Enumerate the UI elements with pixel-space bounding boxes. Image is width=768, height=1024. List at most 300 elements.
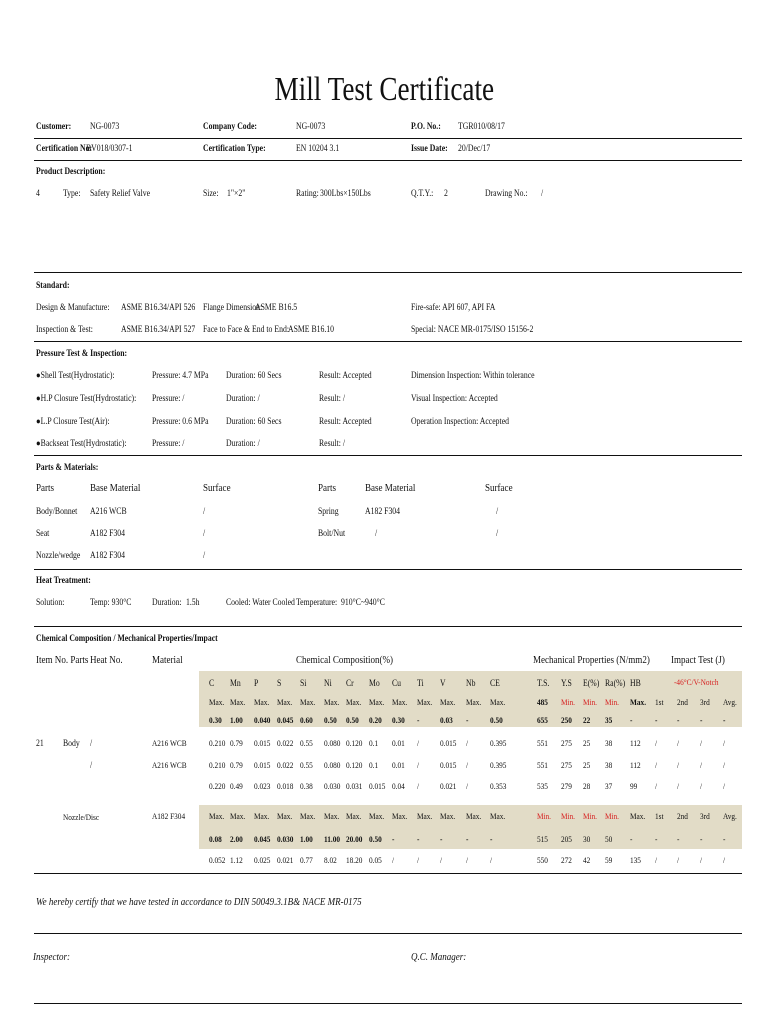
element-header: S [277, 678, 282, 688]
impact-header: 1st [655, 697, 664, 707]
mech-value: 112 [630, 760, 641, 770]
element-header: Cu [392, 678, 402, 688]
impact-value: / [655, 760, 658, 770]
impact-value: / [655, 855, 658, 865]
limit-label: Max. [369, 811, 385, 821]
chem-value: / [417, 855, 420, 865]
impact-limit-value: - [677, 715, 680, 725]
company-code-value: NG-0073 [296, 121, 326, 131]
impact-limit-value: - [655, 834, 658, 844]
limit-value: 0.040 [254, 715, 271, 725]
cert-no-value: BV018/0307-1 [86, 143, 133, 153]
limit-value: 11.00 [324, 834, 341, 844]
part-name: Bolt/Nut [318, 528, 346, 538]
part-name: Seat [36, 528, 50, 538]
chem-value: 0.080 [324, 760, 341, 770]
mech-value: 551 [537, 760, 548, 770]
test-extra: Visual Inspection: Accepted [411, 393, 498, 403]
mech-limit-value: 205 [561, 834, 572, 844]
chem-value: 0.031 [346, 781, 363, 791]
divider [34, 933, 742, 934]
pressure-heading: Pressure Test & Inspection: [36, 348, 128, 358]
chem-value: / [417, 781, 420, 791]
limit-label: Max. [346, 811, 362, 821]
divider [34, 455, 742, 456]
chem-value: 0.55 [300, 738, 313, 748]
inspection-value: ASME B16.34/API 527 [121, 324, 196, 334]
chem-value: 0.052 [209, 855, 226, 865]
test-name: ●Backseat Test(Hydrostatic): [36, 438, 127, 448]
chem-value: 0.120 [346, 738, 363, 748]
chem-value: / [440, 855, 443, 865]
col-surface: Surface [203, 483, 231, 494]
limit-value: 0.30 [209, 715, 222, 725]
cert-type-value: EN 10204 3.1 [296, 143, 340, 153]
page-title: Mill Test Certificate [274, 71, 494, 108]
col-base-material: Base Material [365, 483, 416, 494]
customer-label: Customer: [36, 121, 72, 131]
limit-value: - [466, 715, 469, 725]
chem-value: / [490, 855, 493, 865]
chem-value: 0.015 [254, 760, 271, 770]
element-header: Mn [230, 678, 241, 688]
mech-limit-label: Max. [630, 697, 647, 707]
mech-limit-label: Max. [630, 811, 646, 821]
limit-label: Max. [466, 811, 482, 821]
test-pressure: Pressure: 0.6 MPa [152, 416, 209, 426]
test-name: ●Shell Test(Hydrostatic): [36, 370, 115, 380]
impact-limit-value: - [655, 715, 658, 725]
chem-value: 0.353 [490, 781, 507, 791]
chem-value: 0.210 [209, 738, 226, 748]
limit-label: Max. [346, 697, 362, 707]
mech-limit-label: Min. [583, 811, 598, 821]
test-duration: Duration: 60 Secs [226, 416, 282, 426]
type-value: Safety Relief Valve [90, 188, 151, 198]
test-extra: Dimension Inspection: Within tolerance [411, 370, 535, 380]
mech-value: 25 [583, 738, 591, 748]
impact-header: 3rd [700, 697, 710, 707]
standard-heading: Standard: [36, 280, 70, 290]
chem-value: 0.015 [254, 738, 271, 748]
chem-value: 0.022 [277, 738, 294, 748]
part-base: A182 F304 [365, 506, 401, 516]
element-header: CE [490, 678, 500, 688]
design-value: ASME B16.34/API 526 [121, 302, 196, 312]
issue-date-label: Issue Date: [411, 143, 448, 153]
customer-value: NG-0073 [90, 121, 120, 131]
chem-value: 0.01 [392, 738, 405, 748]
limit-value: 0.20 [369, 715, 382, 725]
mech-limit-label: Min. [561, 697, 576, 707]
mech-limit-value: 30 [583, 834, 591, 844]
chem-value: 0.030 [324, 781, 341, 791]
mech-value: 99 [630, 781, 638, 791]
part-base: A216 WCB [90, 506, 127, 516]
mech-value: 59 [605, 855, 613, 865]
test-pressure: Pressure: / [152, 393, 185, 403]
mech-value: 25 [583, 760, 591, 770]
col-heat-no: Heat No. [90, 655, 123, 666]
mech-limit-label: 485 [537, 697, 548, 707]
limit-value: 0.03 [440, 715, 453, 725]
product-item-no: 4 [36, 188, 40, 198]
nozzle-material: A182 F304 [152, 811, 186, 821]
impact-header: 2nd [677, 697, 688, 707]
element-header: Ti [417, 678, 424, 688]
chem-value: 0.015 [369, 781, 386, 791]
chem-value: 0.023 [254, 781, 271, 791]
item-no: 21 [36, 738, 44, 748]
limit-label: Max. [417, 697, 433, 707]
heat-no: / [90, 760, 93, 770]
flange-label: Flange Dimension: [203, 302, 263, 312]
part-surface: / [496, 528, 499, 538]
mech-limit-value: - [630, 715, 633, 725]
impact-header: Avg. [723, 811, 737, 821]
limit-label: Max. [300, 811, 316, 821]
mech-header: E(%) [583, 678, 600, 688]
chem-value: 0.120 [346, 760, 363, 770]
mech-value: 275 [561, 738, 572, 748]
mech-limit-value: 655 [537, 715, 548, 725]
test-duration: Duration: / [226, 393, 260, 403]
impact-header: 3rd [700, 811, 710, 821]
limit-value: 2.00 [230, 834, 243, 844]
limit-label: Max. [254, 811, 270, 821]
part-surface: / [203, 550, 206, 560]
impact-header: Avg. [723, 697, 737, 707]
chem-value: 0.015 [440, 738, 457, 748]
mech-value: 37 [605, 781, 613, 791]
mech-value: 551 [537, 738, 548, 748]
mech-limit-value: - [630, 834, 633, 844]
impact-value: / [655, 781, 658, 791]
certify-statement: We hereby certify that we have tested in accordance to DIN 50049.3.1B& NACE MR-0175 [36, 897, 362, 908]
mech-value: 550 [537, 855, 548, 865]
limit-value: 0.045 [254, 834, 271, 844]
chem-value: / [466, 760, 469, 770]
part-base: / [375, 528, 378, 538]
chem-value: 8.02 [324, 855, 337, 865]
limit-value: 1.00 [230, 715, 243, 725]
flange-value: ASME B16.5 [255, 302, 298, 312]
part-body: Body [63, 738, 80, 748]
mech-header: HB [630, 678, 641, 688]
limit-label: Max. [440, 811, 456, 821]
qc-manager-label: Q.C. Manager: [411, 952, 467, 963]
col-parts: Parts [36, 483, 55, 494]
divider [34, 626, 742, 627]
mech-limit-value: 35 [605, 715, 613, 725]
limit-label: Max. [324, 697, 340, 707]
divider [34, 272, 742, 273]
heat-temperature: 910°C~940°C [341, 597, 385, 607]
test-duration: Duration: 60 Secs [226, 370, 282, 380]
mech-limit-value: 250 [561, 715, 572, 725]
col-base-material: Base Material [90, 483, 141, 494]
limit-value: 0.60 [300, 715, 313, 725]
impact-value: / [677, 738, 680, 748]
size-label: Size: [203, 188, 219, 198]
inspector-label: Inspector: [33, 952, 70, 963]
special-value: Special: NACE MR-0175/ISO 15156-2 [411, 324, 534, 334]
col-surface: Surface [485, 483, 513, 494]
element-header: Ni [324, 678, 332, 688]
inspection-label: Inspection & Test: [36, 324, 93, 334]
mech-value: 535 [537, 781, 548, 791]
limit-value: 0.50 [346, 715, 359, 725]
test-result: Result: Accepted [319, 370, 372, 380]
element-header: Nb [466, 678, 476, 688]
limit-value: - [417, 834, 420, 844]
element-header: Cr [346, 678, 354, 688]
heat-heading: Heat Treatment: [36, 575, 91, 585]
issue-date-value: 20/Dec/17 [458, 143, 491, 153]
limit-label: Max. [254, 697, 270, 707]
limit-label: Max. [277, 811, 293, 821]
mech-header: T.S. [537, 678, 550, 688]
impact-value: / [677, 760, 680, 770]
solution-label: Solution: [36, 597, 65, 607]
mech-limit-label: Min. [605, 811, 620, 821]
limit-label: Max. [392, 697, 408, 707]
chem-value: / [417, 760, 420, 770]
chem-value: 0.210 [209, 760, 226, 770]
part-name: Body/Bonnet [36, 506, 78, 516]
limit-label: Max. [300, 697, 316, 707]
chem-value: 0.018 [277, 781, 294, 791]
chem-value: 0.79 [230, 738, 243, 748]
divider [34, 160, 742, 161]
impact-header: 2nd [677, 811, 688, 821]
impact-title: Impact Test (J) [671, 655, 725, 666]
chem-value: 0.1 [369, 760, 379, 770]
test-result: Result: / [319, 438, 346, 448]
impact-limit-value: - [700, 834, 703, 844]
limit-label: Max. [209, 811, 225, 821]
col-parts: Parts [318, 483, 337, 494]
drawing-label: Drawing No.: [485, 188, 528, 198]
drawing-value: / [541, 188, 544, 198]
mech-limit-value: 22 [583, 715, 591, 725]
heat-duration: 1.5h [186, 597, 200, 607]
impact-value: / [700, 738, 703, 748]
chem-value: / [466, 781, 469, 791]
po-label: P.O. No.: [411, 121, 441, 131]
element-header: V [440, 678, 446, 688]
part-surface: / [203, 528, 206, 538]
impact-value: / [723, 760, 726, 770]
chem-title: Chemical Composition(%) [296, 655, 394, 666]
limit-label: Max. [440, 697, 456, 707]
chem-value: 0.1 [369, 738, 379, 748]
part-surface: / [496, 506, 499, 516]
limit-value: 0.30 [392, 715, 405, 725]
cert-type-label: Certification Type: [203, 143, 266, 153]
limit-label: Max. [230, 697, 246, 707]
chem-value: 0.025 [254, 855, 271, 865]
part-name: Nozzle/wedge [36, 550, 81, 560]
impact-value: / [723, 855, 726, 865]
limit-label: Max. [417, 811, 433, 821]
limit-value: 0.045 [277, 715, 294, 725]
limit-value: 0.50 [324, 715, 337, 725]
chem-value: 0.220 [209, 781, 226, 791]
divider [34, 341, 742, 342]
impact-value: / [723, 781, 726, 791]
chem-value: / [466, 738, 469, 748]
limit-label: Max. [490, 697, 506, 707]
impact-limit-value: - [700, 715, 703, 725]
chem-value: 0.021 [277, 855, 294, 865]
chem-value: 0.021 [440, 781, 457, 791]
impact-value: / [700, 855, 703, 865]
test-pressure: Pressure: / [152, 438, 185, 448]
impact-value: / [677, 855, 680, 865]
limit-value: - [417, 715, 420, 725]
qty-value: 2 [444, 188, 448, 198]
element-header: P [254, 678, 259, 688]
limit-value: 1.00 [300, 834, 313, 844]
part-nozzle: Nozzle/Disc [63, 812, 100, 822]
element-header: C [209, 678, 215, 688]
chem-value: 18.20 [346, 855, 363, 865]
divider [34, 138, 742, 139]
chem-value: 0.05 [369, 855, 382, 865]
divider [34, 1003, 742, 1004]
chem-value: 0.55 [300, 760, 313, 770]
mech-value: 38 [605, 760, 613, 770]
limit-value: 0.08 [209, 834, 222, 844]
impact-value: / [700, 760, 703, 770]
design-label: Design & Manufacture: [36, 302, 110, 312]
f2f-label: Face to Face & End to End: [203, 324, 289, 334]
impact-value: / [700, 781, 703, 791]
mech-value: 38 [605, 738, 613, 748]
qty-label: Q.T.Y.: [411, 188, 434, 198]
limit-label: Max. [209, 697, 225, 707]
element-header: Si [300, 678, 307, 688]
test-name: ●H.P Closure Test(Hydrostatic): [36, 393, 137, 403]
divider [34, 569, 742, 570]
chem-value: 0.04 [392, 781, 405, 791]
heat-temp: Temp: 930°C [90, 597, 132, 607]
mech-value: 42 [583, 855, 591, 865]
part-surface: / [203, 506, 206, 516]
chem-value: / [417, 738, 420, 748]
mech-value: 272 [561, 855, 572, 865]
chem-value: 0.79 [230, 760, 243, 770]
limit-value: 0.030 [277, 834, 294, 844]
limit-label: Max. [392, 811, 408, 821]
mech-title: Mechanical Properties (N/mm2) [533, 655, 650, 666]
test-extra: Operation Inspection: Accepted [411, 416, 510, 426]
test-result: Result: Accepted [319, 416, 372, 426]
impact-header: 1st [655, 811, 664, 821]
mech-limit-value: 515 [537, 834, 548, 844]
product-heading: Product Description: [36, 166, 106, 176]
col-material: Material [152, 655, 183, 666]
chem-value: 0.395 [490, 738, 507, 748]
divider [34, 873, 742, 874]
limit-label: Max. [466, 697, 482, 707]
chem-value: 0.49 [230, 781, 243, 791]
impact-value: / [677, 781, 680, 791]
element-header: Mo [369, 678, 380, 688]
company-code-label: Company Code: [203, 121, 257, 131]
impact-value: / [723, 738, 726, 748]
limit-value: - [440, 834, 443, 844]
heat-temperature-label: Temperature: [296, 597, 338, 607]
limit-label: Max. [230, 811, 246, 821]
limit-label: Max. [490, 811, 506, 821]
f2f-value: ASME B16.10 [288, 324, 335, 334]
limit-value: 20.00 [346, 834, 363, 844]
limit-label: Max. [277, 697, 293, 707]
test-name: ●L.P Closure Test(Air): [36, 416, 110, 426]
mech-header: Y.S [561, 678, 572, 688]
po-value: TGR010/08/17 [458, 121, 505, 131]
type-label: Type: [63, 188, 81, 198]
mech-limit-value: 50 [605, 834, 613, 844]
material: A216 WCB [152, 738, 187, 748]
mech-limit-label: Min. [537, 811, 552, 821]
heat-cooled: Cooled: Water Cooled [226, 597, 295, 607]
part-base: A182 F304 [90, 550, 126, 560]
test-duration: Duration: / [226, 438, 260, 448]
notch-label: -46°C/V-Notch [674, 677, 719, 687]
chem-value: 0.080 [324, 738, 341, 748]
heat-duration-label: Duration: [152, 597, 182, 607]
impact-limit-value: - [677, 834, 680, 844]
mech-value: 275 [561, 760, 572, 770]
part-name: Spring [318, 506, 339, 516]
mech-value: 112 [630, 738, 641, 748]
mech-limit-label: Min. [605, 697, 620, 707]
test-pressure: Pressure: 4.7 MPa [152, 370, 209, 380]
impact-limit-value: - [723, 715, 726, 725]
limit-value: - [490, 834, 493, 844]
chem-value: 0.01 [392, 760, 405, 770]
rating-value: 300Lbs×150Lbs [320, 188, 371, 198]
firesafe-value: Fire-safe: API 607, API FA [411, 302, 496, 312]
mech-limit-label: Min. [561, 811, 576, 821]
chem-value: / [392, 855, 395, 865]
chem-value: 0.395 [490, 760, 507, 770]
chem-value: 0.015 [440, 760, 457, 770]
limit-label: Max. [369, 697, 385, 707]
cert-no-label: Certification No: [36, 143, 93, 153]
limit-value: 0.50 [369, 834, 382, 844]
materials-heading: Parts & Materials: [36, 462, 99, 472]
mech-value: 279 [561, 781, 572, 791]
mech-value: 28 [583, 781, 591, 791]
mech-limit-label: Min. [583, 697, 598, 707]
chem-heading: Chemical Composition / Mechanical Properties/Impact [36, 633, 218, 643]
chem-value: 0.022 [277, 760, 294, 770]
material: A216 WCB [152, 760, 187, 770]
chem-value: 0.77 [300, 855, 313, 865]
impact-value: / [655, 738, 658, 748]
chem-value: / [466, 855, 469, 865]
chem-value: 0.38 [300, 781, 313, 791]
impact-limit-value: - [723, 834, 726, 844]
size-value: 1"×2" [227, 188, 246, 198]
part-base: A182 F304 [90, 528, 126, 538]
rating-label: Rating: [296, 188, 319, 198]
heat-no: / [90, 738, 93, 748]
